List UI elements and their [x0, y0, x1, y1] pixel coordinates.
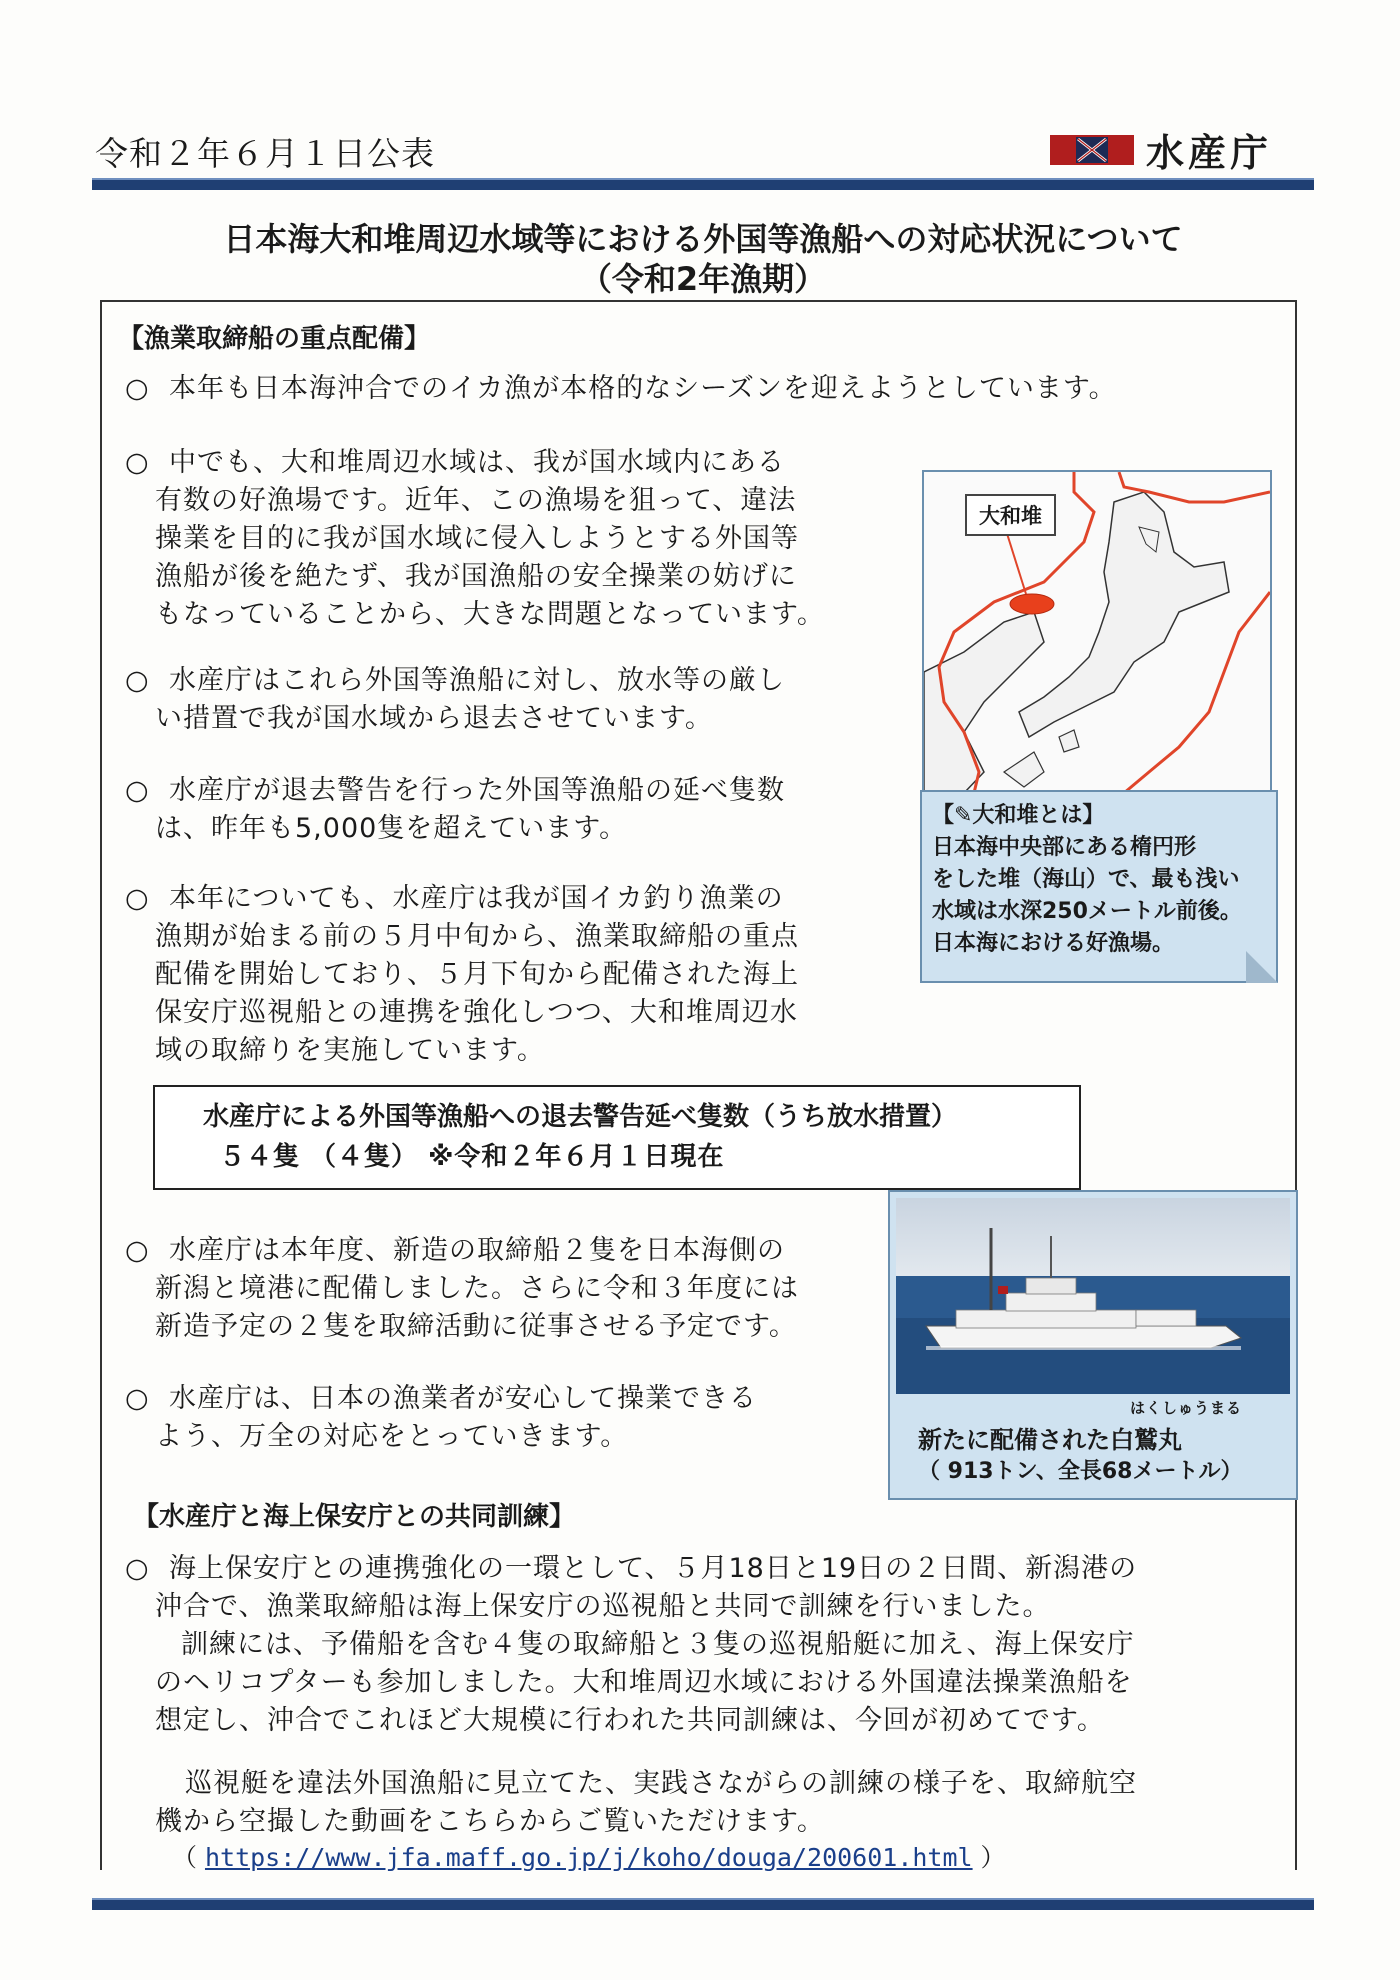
yamato-bank-note: [920, 790, 1278, 983]
note-title: 【✎大和堆とは】: [932, 803, 1105, 828]
map-label-yamato-bank: 大和堆: [965, 494, 1056, 536]
paragraph-warnings: ○ 水産庁が退去警告を行った外国等漁船の延べ隻数 は、昨年も5,000隻を超えています。: [125, 772, 915, 848]
patrol-ship-icon: [896, 1198, 1290, 1394]
section-heading-joint-training: 【水産庁と海上保安庁との共同訓練】: [133, 1502, 576, 1532]
paragraph-video: 巡視艇を違法外国漁船に見立てた、実践さながらの訓練の様子を、取締航空 機から空撮した動画をこちらからご覧いただけます。: [155, 1768, 1137, 1837]
ship-photo: [896, 1198, 1290, 1394]
document-subtitle: （令和2年漁期）: [579, 260, 827, 298]
publication-date: 令和２年６月１日公表: [95, 134, 435, 173]
note-line: をした堆（海山）で、最も浅い: [932, 867, 1240, 892]
bullet-icon: ○: [125, 447, 150, 478]
paragraph-deployment: ○ 本年についても、水産庁は我が国イカ釣り漁業の 漁期が始まる前の５月中旬から、漁業取締船の重点 配備を開始しており、５月下旬から配備された海上 保安庁巡視船との連携を強化しつつ、大和堆周辺水 域の取締りを実施しています。: [125, 880, 915, 1070]
footer-divider: [92, 1898, 1314, 1910]
ship-name-ruby: はくしゅうまる: [1130, 1399, 1243, 1417]
flag-icon: [1076, 137, 1108, 163]
note-line: 日本海中央部にある楕円形: [932, 835, 1197, 860]
bullet-icon: ○: [125, 665, 150, 696]
agency-name: 水産庁: [1146, 131, 1273, 175]
bullet-icon: ○: [125, 775, 150, 806]
bullet-icon: ○: [125, 1553, 150, 1584]
ship-photo-card: [888, 1190, 1298, 1500]
yamato-bank-marker: [1010, 594, 1054, 614]
document-title: 日本海大和堆周辺水域等における外国等漁船への対応状況について: [223, 220, 1183, 258]
paragraph-new-vessels: ○ 水産庁は本年度、新造の取締船２隻を日本海側の 新潟と境港に配備しました。さらに令和３年度には 新造予定の２隻を取締活動に従事させる予定です。: [125, 1232, 885, 1346]
note-line: 日本海における好漁場。: [932, 931, 1175, 956]
paragraph-squid-season: ○ 本年も日本海沖合でのイカ漁が本格的なシーズンを迎えようとしています。: [125, 370, 1285, 408]
video-link-line: （ https://www.jfa.maff.go.jp/j/koho/douga/200601.html ）: [172, 1843, 1006, 1872]
bullet-icon: ○: [125, 1383, 150, 1414]
warning-count-label: 水産庁による外国等漁船への退去警告延べ隻数（うち放水措置）: [203, 1102, 958, 1132]
agency-logo: [1050, 135, 1134, 165]
video-link[interactable]: https://www.jfa.maff.go.jp/j/koho/douga/200601.html: [204, 1843, 973, 1872]
header-divider: [92, 178, 1314, 190]
page-curl-icon: [1246, 951, 1278, 983]
ship-specs: （ 913トン、全長68メートル）: [918, 1459, 1243, 1484]
agency-header: [1050, 122, 1272, 177]
bullet-icon: ○: [125, 883, 150, 914]
paragraph-water-cannon: ○ 水産庁はこれら外国等漁船に対し、放水等の厳し い措置で我が国水域から退去させています。: [125, 662, 915, 738]
warning-count-box: [153, 1085, 1081, 1190]
section-heading-patrol: 【漁業取締船の重点配備】: [118, 324, 431, 354]
bullet-icon: ○: [125, 1235, 150, 1266]
warning-count-value: ５４隻 （４隻） ※令和２年６月１日現在: [219, 1142, 725, 1172]
paragraph-yamato-bank: ○ 中でも、大和堆周辺水域は、我が国水域内にある 有数の好漁場です。近年、この漁場を狙って、違法 操業を目的に我が国水域に侵入しようとする外国等 漁船が後を絶たず、我が国漁船の安全操業の妨げに もなっていることから、大きな問題となっています。: [125, 444, 925, 634]
note-line: 水域は水深250メートル前後。: [932, 899, 1242, 924]
paragraph-joint-training: ○ 海上保安庁との連携強化の一環として、５月18日と19日の２日間、新潟港の 沖合で、漁業取締船は海上保安庁の巡視船と共同で訓練を行いました。 訓練には、予備船を含む４隻の取締船と３隻の巡視船艇に加え、海上保安庁 のヘリコプターも参加しました。大和堆周辺水域における外国違法操業漁船を 想定し、沖合でこれほど大規模に行われた共同訓練は、今回が初めてです。: [125, 1550, 1285, 1740]
bullet-icon: ○: [125, 373, 150, 404]
paragraph-assurance: ○ 水産庁は、日本の漁業者が安心して操業できる よう、万全の対応をとっていきます。: [125, 1380, 885, 1456]
ship-caption: 新たに配備された白鷲丸: [918, 1426, 1182, 1454]
